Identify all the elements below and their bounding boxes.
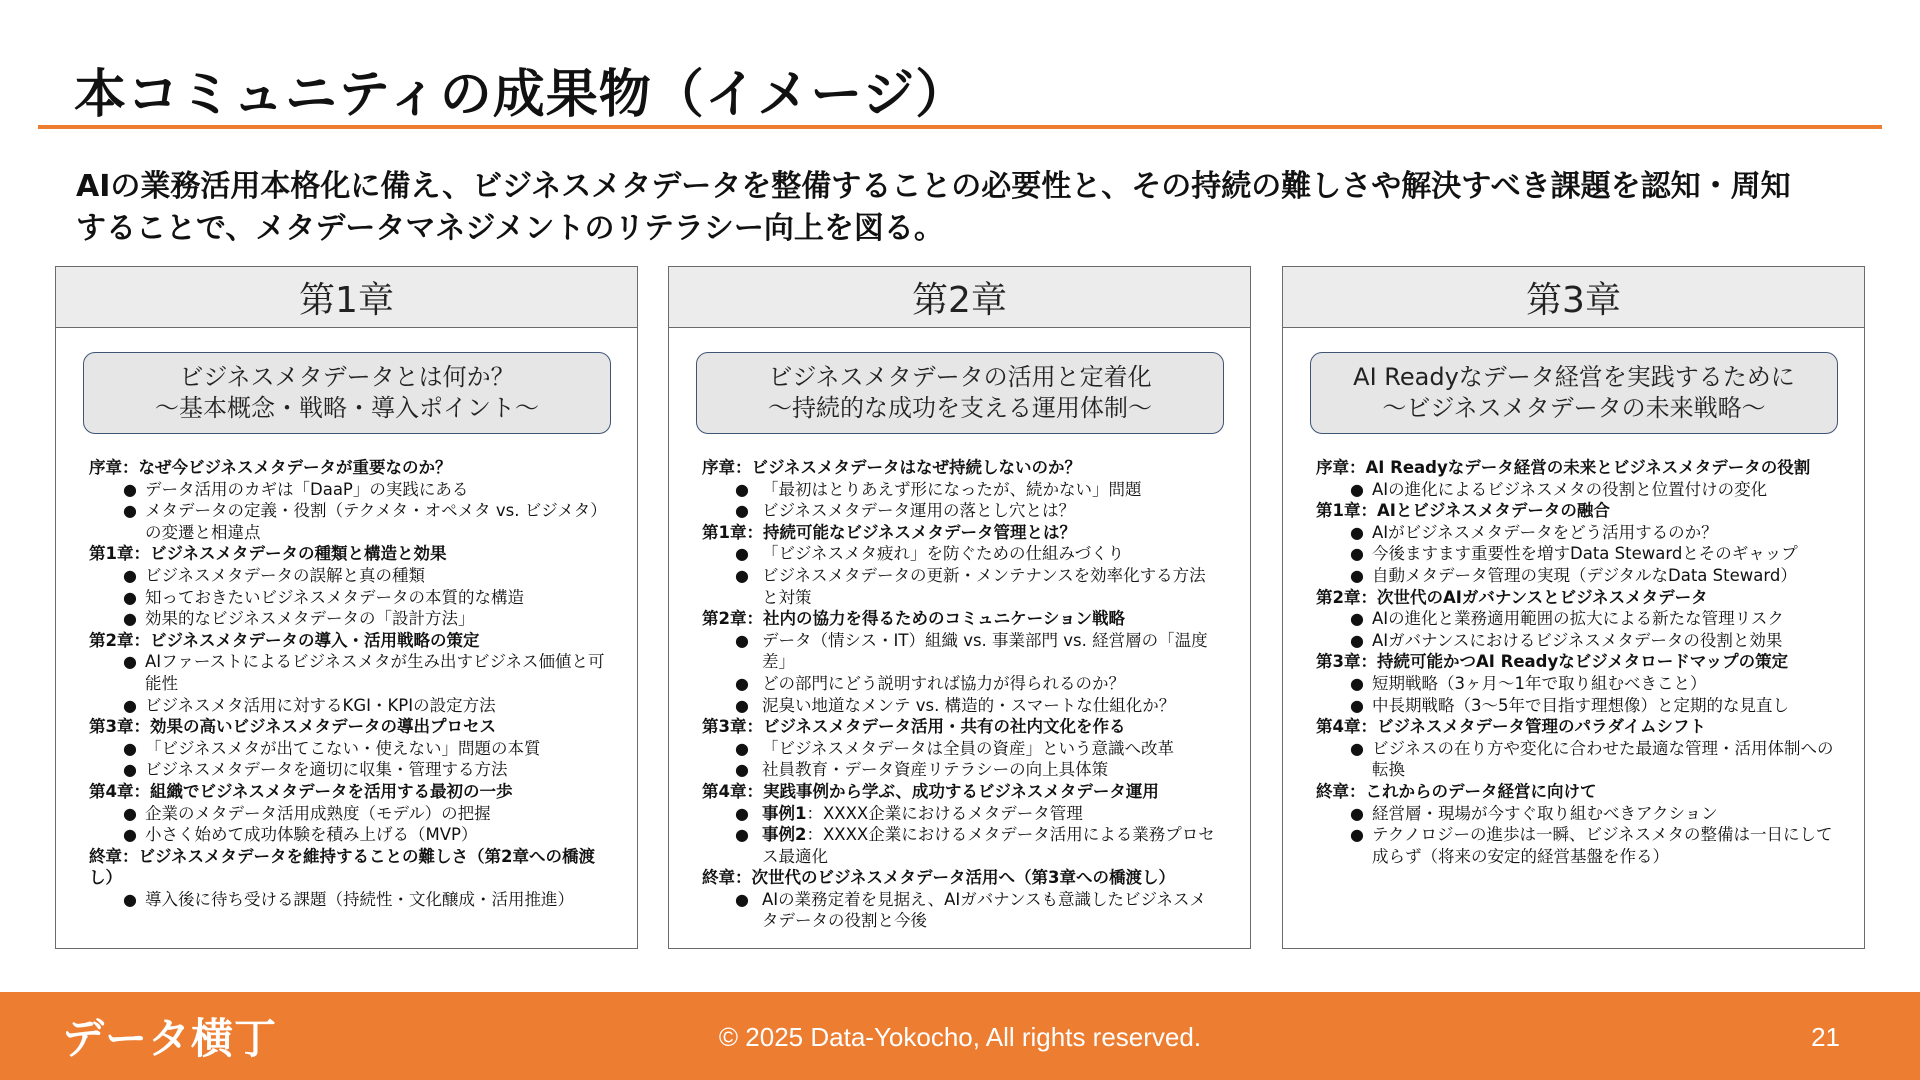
outline-bullet	[1316, 565, 1836, 587]
section-heading	[702, 716, 1222, 738]
section-label: 終章：	[89, 846, 139, 866]
title-divider	[38, 125, 1882, 129]
bullet-dot-icon: ●	[735, 889, 749, 909]
section-label: 第4章：	[1316, 717, 1377, 737]
section-title: なぜ今ビジネスメタデータが重要なのか？	[138, 458, 452, 477]
bullet-dot-icon: ●	[1350, 825, 1364, 845]
bullet-dot-icon: ●	[1350, 630, 1364, 650]
chapter-column-1	[55, 266, 638, 949]
section-title: 効果の高いビジネスメタデータの導出プロセス	[149, 717, 496, 737]
outline-bullet	[1316, 673, 1836, 695]
bullet-dot-icon: ●	[1350, 695, 1364, 715]
outline-bullet	[89, 889, 609, 911]
bullet-text: AIの進化と業務適用範囲の拡大による新たな管理リスク	[1372, 609, 1784, 629]
section-title: これからのデータ経営に向けて	[1365, 781, 1597, 801]
section-label: 第4章：	[702, 781, 763, 801]
bullet-dot-icon: ●	[735, 501, 749, 521]
bullet-text	[762, 824, 1222, 867]
section-heading	[89, 543, 609, 565]
case-text: ：XXXX企業におけるメタデータ活用による業務プロセス最適化	[762, 825, 1215, 866]
bullet-text: 今後ますます重要性を増すData Stewardとそのギャップ	[1372, 544, 1798, 564]
section-title: ビジネスメタデータ管理のパラダイムシフト	[1376, 717, 1706, 737]
bullet-text: 「ビジネスメタデータは全員の資産」という意識へ改革	[762, 738, 1175, 758]
bullet-text: データ活用のカギは「DaaP」の実践にある	[145, 479, 469, 499]
section-heading	[702, 522, 1222, 544]
bullet-text: どの部門にどう説明すれば協力が得られるのか？	[762, 673, 1125, 693]
bullet-dot-icon: ●	[735, 803, 749, 823]
section-title: ビジネスメタデータ活用・共有の社内文化を作る	[762, 717, 1126, 737]
bullet-text: 知っておきたいビジネスメタデータの本質的な構造	[145, 587, 525, 607]
outline-bullet	[89, 803, 609, 825]
section-label: 第1章：	[1316, 501, 1377, 521]
section-heading	[702, 867, 1222, 889]
outline-bullet	[1316, 630, 1836, 652]
section-label: 第1章：	[702, 522, 763, 542]
case-text: ：XXXX企業におけるメタデータ管理	[806, 803, 1083, 823]
bullet-text: 企業のメタデータ活用成熟度（モデル）の把握	[145, 803, 491, 823]
outline-bullet	[89, 738, 609, 760]
bullet-dot-icon: ●	[1350, 803, 1364, 823]
section-heading	[89, 630, 609, 652]
bullet-text	[762, 803, 1222, 825]
section-heading	[89, 716, 609, 738]
chapter-outline	[89, 457, 609, 910]
section-title: ビジネスメタデータはなぜ持続しないのか？	[751, 458, 1082, 477]
bullet-text: ビジネスメタデータ運用の落とし穴とは？	[762, 501, 1076, 521]
bullet-dot-icon: ●	[1350, 544, 1364, 564]
bullet-text: テクノロジーの進歩は一瞬、ビジネスメタの整備は一日にして成らず（将来の安定的経営基盤を作る）	[1372, 825, 1833, 866]
bullet-text: 小さく始めて成功体験を積み上げる（MVP）	[145, 825, 478, 845]
outline-bullet	[89, 651, 609, 694]
bullet-text: ビジネスの在り方や変化に合わせた最適な管理・活用体制への転換	[1372, 738, 1834, 780]
outline-bullet	[702, 500, 1222, 522]
bullet-dot-icon: ●	[1350, 522, 1364, 542]
section-title: 次世代のビジネスメタデータ活用へ（第3章への橋渡し）	[751, 868, 1175, 888]
section-title: AI Readyなデータ経営の未来とビジネスメタデータの役割	[1365, 458, 1811, 477]
bullet-text: 社員教育・データ資産リテラシーの向上具体策	[762, 760, 1109, 780]
copyright-text: © 2025 Data-Yokocho, All rights reserved.	[718, 1022, 1202, 1052]
outline-bullet	[89, 608, 609, 630]
section-heading	[89, 781, 609, 803]
bullet-dot-icon: ●	[123, 889, 137, 909]
bullet-text: 効果的なビジネスメタデータの「設計方法」	[145, 609, 475, 629]
outline-bullet	[702, 889, 1222, 932]
outline-bullet	[1316, 543, 1836, 565]
bullet-dot-icon: ●	[1350, 738, 1364, 758]
section-heading	[702, 608, 1222, 630]
section-heading	[89, 846, 609, 889]
outline-bullet	[1316, 738, 1836, 781]
page-number: 21	[1811, 1022, 1840, 1052]
chapter-theme-box	[83, 352, 611, 434]
section-title: 社内の協力を得るためのコミュニケーション戦略	[762, 609, 1125, 629]
theme-line-1: ビジネスメタデータとは何か？	[179, 363, 515, 391]
section-label: 終章：	[702, 868, 752, 888]
bullet-dot-icon: ●	[123, 738, 137, 758]
page-title: 本コミュニティの成果物（イメージ）	[74, 65, 969, 125]
bullet-dot-icon: ●	[735, 479, 749, 499]
case-label: 事例1	[762, 803, 807, 823]
section-label: 第2章：	[89, 630, 150, 650]
bullet-dot-icon: ●	[1350, 565, 1364, 585]
outline-bullet	[1316, 824, 1836, 867]
section-label: 第4章：	[89, 781, 150, 801]
outline-bullet	[89, 500, 609, 543]
section-label: 第1章：	[89, 544, 150, 564]
bullet-text: データ（情シス・IT）組織 vs. 事業部門 vs. 経営層の「温度差」	[762, 630, 1208, 672]
section-heading	[1316, 457, 1836, 479]
bullet-dot-icon: ●	[123, 695, 137, 715]
theme-line-2: ～基本概念・戦略・導入ポイント～	[155, 394, 539, 422]
outline-bullet	[89, 587, 609, 609]
outline-bullet	[702, 543, 1222, 565]
section-title: AIとビジネスメタデータの融合	[1376, 501, 1610, 521]
outline-bullet	[89, 824, 609, 846]
bullet-text: ビジネスメタデータの更新・メンテナンスを効率化する方法と対策	[762, 565, 1206, 607]
section-label: 序章：	[702, 458, 752, 477]
section-heading	[1316, 716, 1836, 738]
theme-line-2: ～持続的な成功を支える運用体制～	[768, 394, 1152, 422]
bullet-dot-icon: ●	[1350, 673, 1364, 693]
outline-bullet	[702, 803, 1222, 825]
bullet-text: 「ビジネスメタが出てこない・使えない」問題の本質	[145, 738, 541, 758]
section-title: 実践事例から学ぶ、成功するビジネスメタデータ運用	[762, 781, 1159, 801]
bullet-dot-icon: ●	[1350, 479, 1364, 499]
section-title: 組織でビジネスメタデータを活用する最初の一歩	[149, 781, 513, 801]
bullet-text: 導入後に待ち受ける課題（持続性・文化醸成・活用推進）	[145, 889, 574, 909]
section-title: 持続可能なビジネスメタデータ管理とは？	[762, 522, 1076, 542]
bullet-text: ビジネスメタ活用に対するKGI・KPIの設定方法	[145, 695, 496, 715]
section-label: 第2章：	[1316, 587, 1377, 607]
bullet-dot-icon: ●	[735, 738, 749, 758]
bullet-dot-icon: ●	[735, 673, 749, 693]
outline-bullet	[702, 630, 1222, 673]
bullet-dot-icon: ●	[123, 803, 137, 823]
bullet-text: AIがビジネスメタデータをどう活用するのか？	[1372, 522, 1718, 542]
bullet-dot-icon: ●	[123, 652, 137, 672]
section-label: 序章：	[1316, 458, 1366, 477]
bullet-dot-icon: ●	[123, 587, 137, 607]
bullet-dot-icon: ●	[123, 825, 137, 845]
theme-line-1: AI Readyなデータ経営を実践するために	[1353, 363, 1795, 391]
outline-bullet	[702, 759, 1222, 781]
outline-bullet	[702, 479, 1222, 501]
outline-bullet	[89, 565, 609, 587]
bullet-text: 「最初はとりあえず形になったが、続かない」問題	[762, 479, 1142, 499]
bullet-dot-icon: ●	[123, 565, 137, 585]
bullet-text: 自動メタデータ管理の実現（デジタルなData Steward）	[1372, 565, 1797, 585]
outline-bullet	[89, 479, 609, 501]
outline-bullet	[702, 565, 1222, 608]
outline-bullet	[702, 738, 1222, 760]
bullet-text: ビジネスメタデータの誤解と真の種類	[145, 565, 426, 585]
bullet-text: AIガバナンスにおけるビジネスメタデータの役割と効果	[1372, 630, 1783, 650]
section-title: 次世代のAIガバナンスとビジネスメタデータ	[1376, 587, 1708, 607]
chapter-outline	[1316, 457, 1836, 867]
bullet-dot-icon: ●	[123, 609, 137, 629]
outline-bullet	[702, 695, 1222, 717]
outline-bullet	[1316, 522, 1836, 544]
chapter-heading: 第3章	[1283, 267, 1864, 328]
chapter-column-2	[668, 266, 1251, 949]
section-title: ビジネスメタデータを維持することの難しさ（第2章への橋渡し）	[89, 846, 595, 888]
case-label: 事例2	[762, 825, 807, 845]
outline-bullet	[89, 759, 609, 781]
section-heading	[1316, 587, 1836, 609]
outline-bullet	[1316, 803, 1836, 825]
bullet-text: 短期戦略（3ヶ月～1年で取り組むべきこと）	[1372, 673, 1707, 693]
bullet-dot-icon: ●	[123, 501, 137, 521]
bullet-text: AIの進化によるビジネスメタの役割と位置付けの変化	[1372, 479, 1768, 499]
bullet-dot-icon: ●	[1350, 609, 1364, 629]
section-label: 終章：	[1316, 781, 1366, 801]
section-label: 第3章：	[702, 717, 763, 737]
section-heading	[1316, 651, 1836, 673]
bullet-dot-icon: ●	[735, 760, 749, 780]
bullet-text: 経営層・現場が今すぐ取り組むべきアクション	[1372, 803, 1718, 823]
brand-logo: データ横丁	[62, 1014, 278, 1063]
chapter-theme-box	[696, 352, 1224, 434]
section-heading	[1316, 500, 1836, 522]
outline-bullet	[1316, 479, 1836, 501]
bullet-dot-icon: ●	[735, 565, 749, 585]
bullet-dot-icon: ●	[123, 479, 137, 499]
chapter-theme-box	[1310, 352, 1838, 434]
section-label: 序章：	[89, 458, 139, 477]
chapter-outline	[702, 457, 1222, 932]
bullet-dot-icon: ●	[735, 695, 749, 715]
bullet-text: AIの業務定着を見据え、AIガバナンスも意識したビジネスメタデータの役割と今後	[762, 889, 1206, 931]
theme-line-1: ビジネスメタデータの活用と定着化	[768, 363, 1152, 391]
bullet-text: AIファーストによるビジネスメタが生み出すビジネス価値と可能性	[145, 652, 605, 693]
lead-statement: AIの業務活用本格化に備え、ビジネスメタデータを整備することの必要性と、その持続の難しさや解決すべき課題を認知・周知することで、メタデータマネジメントのリテラシー向上を図る。	[76, 169, 1791, 246]
bullet-text: メタデータの定義・役割（テクメタ・オペメタ vs. ビジメタ）の変遷と相違点	[145, 501, 607, 542]
bullet-text: ビジネスメタデータを適切に収集・管理する方法	[145, 760, 508, 780]
bullet-text: 泥臭い地道なメンテ vs. 構造的・スマートな仕組化か？	[762, 695, 1176, 715]
section-title: ビジネスメタデータの導入・活用戦略の策定	[149, 630, 480, 650]
bullet-dot-icon: ●	[735, 630, 749, 650]
section-heading	[1316, 781, 1836, 803]
bullet-dot-icon: ●	[735, 825, 749, 845]
section-heading	[702, 457, 1222, 479]
theme-line-2: ～ビジネスメタデータの未来戦略～	[1382, 394, 1766, 422]
chapter-heading: 第1章	[56, 267, 637, 328]
section-label: 第3章：	[1316, 652, 1377, 672]
chapter-column-3	[1282, 266, 1865, 949]
bullet-text: 中長期戦略（3～5年で目指す理想像）と定期的な見直し	[1372, 695, 1789, 715]
footer-bar	[0, 992, 1920, 1080]
bullet-dot-icon: ●	[735, 544, 749, 564]
outline-bullet	[89, 695, 609, 717]
section-heading	[702, 781, 1222, 803]
section-title: ビジネスメタデータの種類と構造と効果	[149, 544, 447, 564]
section-label: 第3章：	[89, 717, 150, 737]
section-heading	[89, 457, 609, 479]
chapter-heading: 第2章	[669, 267, 1250, 328]
outline-bullet	[702, 824, 1222, 867]
outline-bullet	[1316, 695, 1836, 717]
outline-bullet	[702, 673, 1222, 695]
section-label: 第2章：	[702, 609, 763, 629]
outline-bullet	[1316, 608, 1836, 630]
bullet-text: 「ビジネスメタ疲れ」を防ぐための仕組みづくり	[762, 544, 1125, 564]
bullet-dot-icon: ●	[123, 760, 137, 780]
section-title: 持続可能かつAI Readyなビジメタロードマップの策定	[1376, 652, 1789, 672]
